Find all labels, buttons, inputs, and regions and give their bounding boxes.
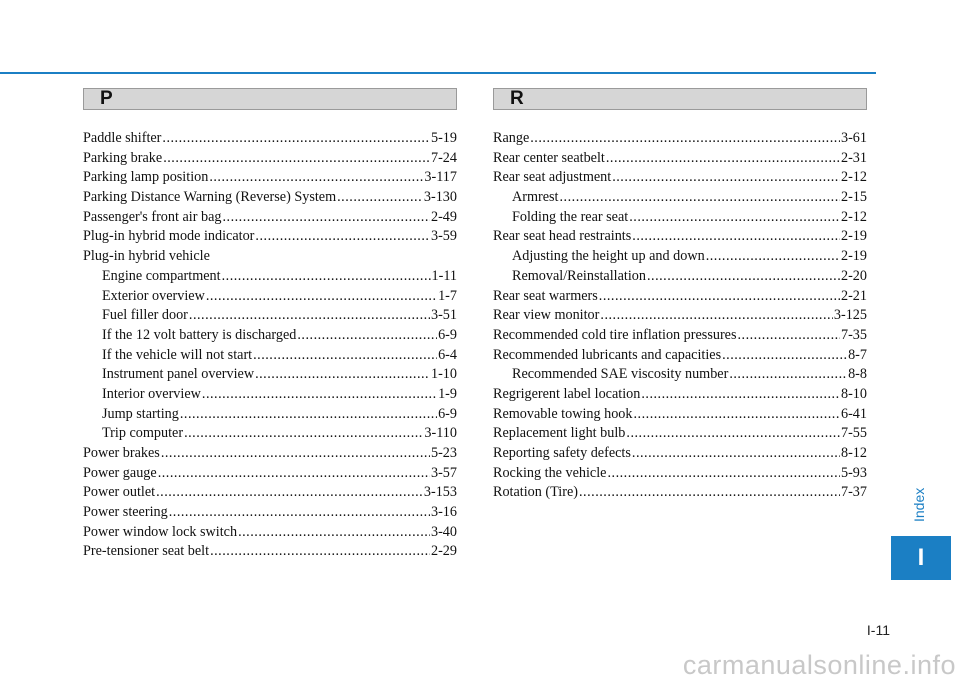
- index-subentry[interactable]: Instrument panel overview ..... 1-10: [83, 365, 457, 385]
- index-entry[interactable]: Power window lock switch ..... 3-40: [83, 523, 457, 543]
- index-column-r: [493, 129, 867, 503]
- index-subentry[interactable]: Interior overview ..... 1-9: [83, 385, 457, 405]
- index-entry[interactable]: Rotation (Tire) ..... 7-37: [493, 483, 867, 503]
- index-subentry[interactable]: Jump starting ..... 6-9: [83, 405, 457, 425]
- index-subentry[interactable]: Adjusting the height up and down ..... 2-19: [493, 247, 867, 267]
- index-subentry[interactable]: Removal/Reinstallation ..... 2-20: [493, 267, 867, 287]
- index-entry[interactable]: Parking lamp position ..... 3-117: [83, 168, 457, 188]
- index-subentry[interactable]: Fuel filler door ..... 3-51: [83, 306, 457, 326]
- index-entry[interactable]: Reporting safety defects ..... 8-12: [493, 444, 867, 464]
- index-entry[interactable]: Plug-in hybrid mode indicator ..... 3-59: [83, 227, 457, 247]
- index-entry[interactable]: Regrigerent label location ..... 8-10: [493, 385, 867, 405]
- index-entry[interactable]: Rear seat head restraints ..... 2-19: [493, 227, 867, 247]
- section-header-r: [493, 88, 867, 110]
- section-header-p: [83, 88, 457, 110]
- index-entry[interactable]: Rear center seatbelt ..... 2-31: [493, 149, 867, 169]
- index-entry[interactable]: Parking brake ..... 7-24: [83, 149, 457, 169]
- section-letter-r: R: [510, 88, 524, 109]
- section-letter-p: P: [100, 88, 113, 109]
- index-subentry[interactable]: Engine compartment ..... 1-11: [83, 267, 457, 287]
- index-entry[interactable]: Replacement light bulb ..... 7-55: [493, 424, 867, 444]
- index-subentry[interactable]: If the vehicle will not start ..... 6-4: [83, 346, 457, 366]
- index-entry[interactable]: Pre-tensioner seat belt ..... 2-29: [83, 542, 457, 562]
- index-entry[interactable]: Power outlet ..... 3-153: [83, 483, 457, 503]
- index-entry[interactable]: Rear seat adjustment ..... 2-12: [493, 168, 867, 188]
- index-subentry[interactable]: Exterior overview ..... 1-7: [83, 287, 457, 307]
- side-tab[interactable]: [891, 536, 951, 580]
- index-entry[interactable]: Rear view monitor ..... 3-125: [493, 306, 867, 326]
- index-column-p: [83, 129, 457, 562]
- index-entry[interactable]: Rear seat warmers ..... 2-21: [493, 287, 867, 307]
- index-subentry[interactable]: If the 12 volt battery is discharged ..... 6-9: [83, 326, 457, 346]
- index-entry[interactable]: Range ..... 3-61: [493, 129, 867, 149]
- index-entry[interactable]: Recommended cold tire inflation pressures ..... 7-35: [493, 326, 867, 346]
- index-entry[interactable]: Power gauge ..... 3-57: [83, 464, 457, 484]
- index-entry[interactable]: Rocking the vehicle ..... 5-93: [493, 464, 867, 484]
- index-entry[interactable]: Passenger's front air bag ..... 2-49: [83, 208, 457, 228]
- page-number: I-11: [866, 622, 890, 638]
- index-subentry[interactable]: Armrest ..... 2-15: [493, 188, 867, 208]
- index-subentry[interactable]: Folding the rear seat ..... 2-12: [493, 208, 867, 228]
- index-entry[interactable]: Paddle shifter ..... 5-19: [83, 129, 457, 149]
- index-subentry[interactable]: Recommended SAE viscosity number ..... 8-8: [493, 365, 867, 385]
- side-tab-letter: I: [917, 544, 925, 571]
- index-entry[interactable]: Parking Distance Warning (Reverse) System ..... 3-130: [83, 188, 457, 208]
- side-tab-label: Index: [911, 487, 927, 523]
- index-subentry[interactable]: Trip computer ..... 3-110: [83, 424, 457, 444]
- index-entry[interactable]: Recommended lubricants and capacities ..... 8-7: [493, 346, 867, 366]
- index-entry[interactable]: Power brakes ..... 5-23: [83, 444, 457, 464]
- index-entry[interactable]: Removable towing hook ..... 6-41: [493, 405, 867, 425]
- top-rule: [0, 72, 876, 74]
- watermark: carmanualsonline.info: [682, 650, 956, 680]
- index-entry-heading: Plug-in hybrid vehicle: [83, 248, 210, 265]
- index-entry[interactable]: Power steering ..... 3-16: [83, 503, 457, 523]
